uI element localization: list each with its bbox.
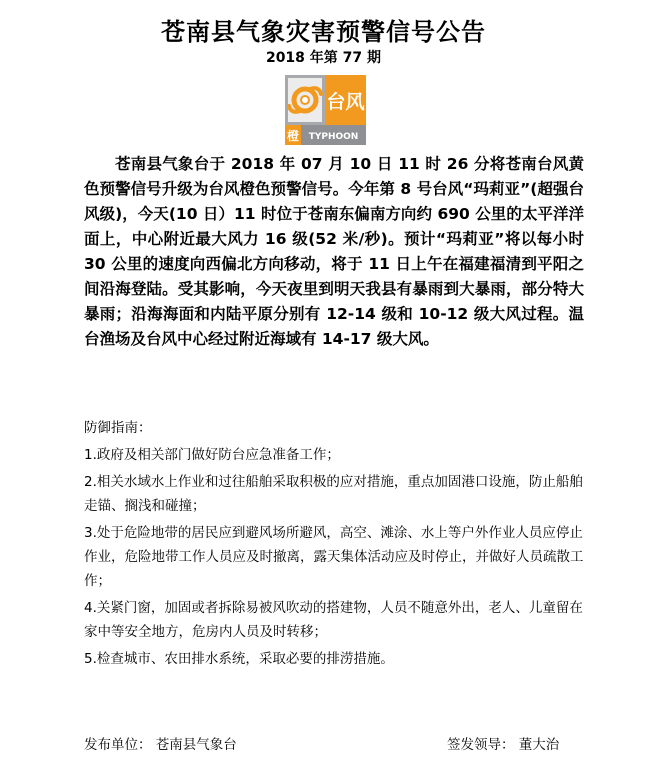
guide-item: 1.政府及相关部门做好防台应急准备工作； [84, 447, 340, 463]
guide-item: 3.处于危险地带的居民应到避风场所避风，高空、滩涂、水上等户外作业人员应停止作业，危险地带工作人员应及时撤离，露天集体活动应及时停止，并做好人员疏散工作； [84, 525, 584, 589]
guide-item: 4.关紧门窗，加固或者拆除易被风吹动的搭建物，人员不随意外出，老人、儿童留在家中等安全地方，危房内人员及时转移； [84, 600, 583, 640]
document-title: 苍南县气象灾害预警信号公告 [161, 18, 486, 46]
signal-level-text: 橙 [286, 129, 300, 143]
defense-guide [84, 416, 584, 671]
issuer-label: 发布单位： 苍南县气象台 [84, 737, 237, 753]
signal-en-text: TYPHOON [308, 132, 359, 142]
signer-label: 签发领导： 董大治 [447, 737, 560, 753]
announcement-body: 苍南县气象台于 2018 年 07 月 10 日 11 时 26 分将苍南台风黄色预警信号升级为台风橙色预警信号。今年第 8 号台风“玛莉亚”(超强台风级)，今天(10 日）11 时位于苍南东偏南方向约 690 公里的太平洋洋面上，中心附近最大风力 16 级(52 米/秒)。预计“玛莉亚”将以每小时 30 公里的速度向西偏北方向移动，将于 11 日上午在福建福清到平阳之间沿海登陆。受其影响，今天夜里到明天我县有暴雨到大暴雨，部分特大暴雨；沿海海面和内陆平原分别有 12-14 级和 10-12 级大风过程。温台渔场及台风中心经过附近海域有 14-17 级大风。 [84, 155, 584, 348]
issue-number: 2018 年第 77 期 [265, 50, 382, 66]
guide-item: 2.相关水域水上作业和过往船舶采取积极的应对措施，重点加固港口设施，防止船舶走锚、搁浅和碰撞； [84, 474, 583, 514]
guide-item: 5.检查城市、农田排水系统，采取必要的排涝措施。 [84, 651, 394, 667]
typhoon-orange-signal-icon [285, 75, 366, 145]
guide-heading: 防御指南： [84, 420, 152, 436]
signal-main-text: 台风 [326, 91, 365, 113]
